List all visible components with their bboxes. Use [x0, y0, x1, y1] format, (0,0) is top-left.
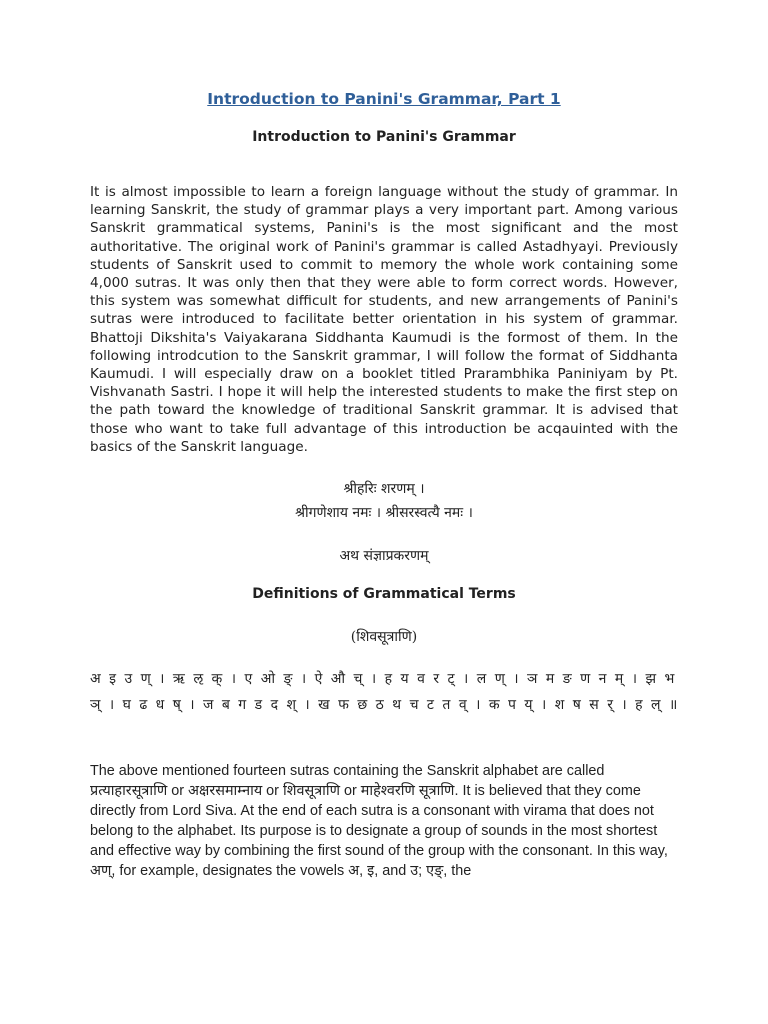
chapter-heading: अथ संज्ञाप्रकरणम् — [339, 548, 429, 564]
shivasutras-text: अ इ उ ण् । ऋ ऌ क् । ए ओ ङ् । ऐ औ च् । ह य व र ट् । ल ण् । ञ म ङ ण न म् । झ भ ञ् । घ ढ ध ष् । ज ब ग ड द श् । ख फ छ ठ थ च ट त व् । क प य् । श ष स र् । ह ल् ॥ — [90, 671, 678, 713]
invocation-line-1: श्रीहरिः शरणम् । — [343, 481, 425, 497]
page-title-link[interactable]: Introduction to Panini's Grammar, Part 1 — [207, 90, 561, 108]
shivasutra-label: (शिवसूत्राणि) — [350, 629, 418, 645]
section-heading: Definitions of Grammatical Terms — [252, 586, 516, 602]
page-subtitle: Introduction to Panini's Grammar — [252, 129, 516, 145]
invocation-line-2: श्रीगणेशाय नमः । श्रीसरस्वत्यै नमः । — [295, 505, 473, 521]
intro-paragraph: It is almost impossible to learn a foreign language without the study of grammar. In learning Sanskrit, the study of grammar plays a very important part. Among various Sanskrit grammatical systems, Panini's is the most significant and the most authoritative. The original work of Panini's grammar is called Astadhyayi. Previously students of Sanskrit used to commit to memory the whole work containing some 4,000 sutras. It was only then that they were able to form correct words. However, this system was somewhat difficult for students, and new arrangements of Panini's sutras were introduced to facilitate better orientation in his system of grammar. Bhattoji Dikshita's Vaiyakarana Siddhanta Kaumudi is the formost of them. In the following introdcution to the Sanskrit grammar, I will follow the format of Siddhanta Kaumudi. I will especially draw on a booklet titled Prarambhika Paniniyam by Pt. Vishvanath Sastri. I hope it will help the interested students to make the first step on the path toward the knowledge of traditional Sanskrit grammar. It is advised that those who want to take full advantage of this introduction be acqauinted with the basics of the Sanskrit language. — [90, 184, 678, 455]
explanation-paragraph: The above mentioned fourteen sutras containing the Sanskrit alphabet are called प्रत्याहारसूत्राणि or अक्षरसमाम्नाय or शिवसूत्राणि or माहेश्वरणि सूत्राणि. It is believed that they come directly from Lord Siva. At the end of each sutra is a consonant with virama that does not belong to the alphabet. Its purpose is to designate a group of sounds in the most shortest and effective way by combining the first sound of the group with the consonant. In this way, अण्, for example, designates the vowels अ, इ, and उ; एङ्, the — [90, 763, 668, 879]
